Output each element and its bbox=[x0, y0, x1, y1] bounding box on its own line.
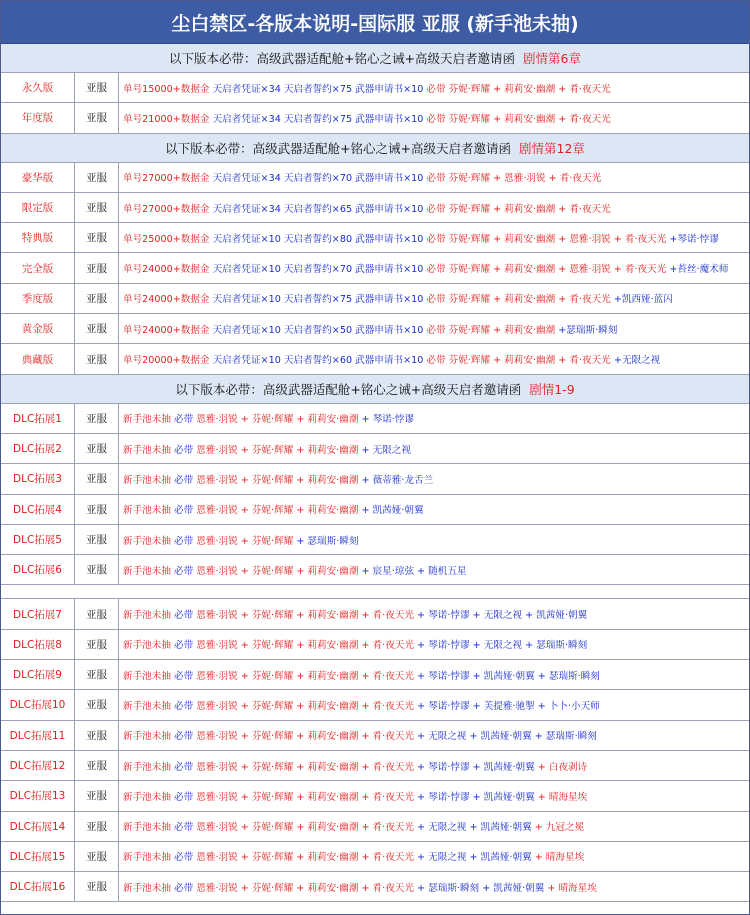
server-region: 亚服 bbox=[75, 842, 119, 871]
version-name: DLC拓展10 bbox=[1, 690, 75, 719]
server-region: 亚服 bbox=[75, 721, 119, 750]
version-name: DLC拓展3 bbox=[1, 464, 75, 493]
version-name: DLC拓展4 bbox=[1, 495, 75, 524]
table-row bbox=[1, 660, 749, 690]
server-region: 亚服 bbox=[75, 872, 119, 901]
contents-segment: 必带 芬妮·辉耀 + 莉莉安·幽潮 + 肴·夜天光 bbox=[426, 294, 614, 306]
contents-segment: 天启者凭证×10 天启者誓约×50 武器申请书×10 bbox=[212, 324, 427, 336]
version-contents bbox=[119, 842, 749, 871]
contents-segment: + 琴诺·悖谬 + 芙提雅·驰掣 + 卜卜·小天师 bbox=[417, 700, 600, 712]
version-contents bbox=[119, 751, 749, 780]
contents-segment: 恩雅·羽锐 + 芬妮·辉耀 + 莉莉安·幽潮 + 肴·夜天光 bbox=[196, 670, 418, 682]
section-header bbox=[1, 134, 749, 163]
table-row bbox=[1, 721, 749, 751]
contents-segment: 单号25000+数据金 bbox=[123, 233, 213, 245]
contents-segment: 恩雅·羽锐 + 芬妮·辉耀 + 莉莉安·幽潮 + 肴·夜天光 bbox=[196, 882, 418, 894]
contents-segment: 新手池未抽 bbox=[123, 882, 175, 894]
server-region: 亚服 bbox=[75, 103, 119, 132]
server-region: 亚服 bbox=[75, 812, 119, 841]
contents-segment: 新手池未抽 bbox=[123, 444, 175, 456]
server-region: 亚服 bbox=[75, 434, 119, 463]
version-name: 限定版 bbox=[1, 193, 75, 222]
contents-segment: + 薇蒂雅·龙舌兰 bbox=[361, 474, 434, 486]
contents-segment: 必带 bbox=[174, 444, 197, 456]
contents-segment: 必带 芬妮·辉耀 + 莉莉安·幽潮 + 恩雅·羽锐 + 肴·夜天光 bbox=[426, 233, 670, 245]
contents-segment: 必带 bbox=[174, 640, 197, 652]
version-name: DLC拓展14 bbox=[1, 812, 75, 841]
section-spacer bbox=[1, 585, 749, 599]
contents-segment: + 琴诺·悖谬 bbox=[361, 414, 414, 426]
server-region: 亚服 bbox=[75, 555, 119, 584]
contents-segment: 新手池未抽 bbox=[123, 474, 175, 486]
contents-segment: + 琴诺·悖谬 + 无限之视 + 瑟瑞斯·瞬刻 bbox=[417, 640, 588, 652]
contents-segment: + 晴海星埃 bbox=[534, 852, 585, 864]
version-name: DLC拓展11 bbox=[1, 721, 75, 750]
server-region: 亚服 bbox=[75, 599, 119, 628]
contents-segment: 必带 芬妮·辉耀 + 莉莉安·幽潮 + 肴·夜天光 bbox=[426, 113, 611, 125]
server-region: 亚服 bbox=[75, 781, 119, 810]
contents-segment: + 琴诺·悖谬 + 凯茜娅·朝翼 + 瑟瑞斯·瞬刻 bbox=[417, 670, 600, 682]
contents-segment: 必带 bbox=[174, 731, 197, 743]
version-name: DLC拓展1 bbox=[1, 404, 75, 433]
table-row bbox=[1, 495, 749, 525]
version-contents bbox=[119, 103, 749, 132]
contents-segment: 必带 芬妮·辉耀 + 莉莉安·幽潮 + 肴·夜天光 bbox=[426, 203, 611, 215]
contents-segment: 必带 芬妮·辉耀 + 莉莉安·幽潮 + 肴·夜天光 bbox=[426, 355, 614, 367]
contents-segment: + 九冠之冕 bbox=[534, 822, 585, 834]
contents-segment: 必带 芬妮·辉耀 + 莉莉安·幽潮 + 恩雅·羽锐 + 肴·夜天光 bbox=[426, 264, 670, 276]
table-row bbox=[1, 464, 749, 494]
contents-segment: + 晴海星埃 bbox=[547, 882, 597, 894]
section-header bbox=[1, 375, 749, 404]
server-region: 亚服 bbox=[75, 193, 119, 222]
server-region: 亚服 bbox=[75, 660, 119, 689]
server-region: 亚服 bbox=[75, 314, 119, 343]
contents-segment: 天启者凭证×10 天启者誓约×75 武器申请书×10 bbox=[212, 294, 427, 306]
contents-segment: 新手池未抽 bbox=[123, 640, 175, 652]
contents-segment: + 无限之视 + 凯茜娅·朝翼 + 瑟瑞斯·瞬刻 bbox=[417, 731, 597, 743]
contents-segment: 恩雅·羽锐 + 芬妮·辉耀 bbox=[196, 535, 297, 547]
contents-segment: 新手池未抽 bbox=[123, 761, 175, 773]
server-region: 亚服 bbox=[75, 253, 119, 282]
contents-segment: 单号15000+数据金 bbox=[123, 83, 213, 95]
contents-segment: 必带 bbox=[174, 700, 197, 712]
contents-segment: 单号24000+数据金 bbox=[123, 264, 213, 276]
version-contents bbox=[119, 223, 749, 252]
version-name: 特典版 bbox=[1, 223, 75, 252]
version-name: DLC拓展8 bbox=[1, 630, 75, 659]
table-row bbox=[1, 73, 749, 103]
server-region: 亚服 bbox=[75, 404, 119, 433]
contents-segment: 必带 芬妮·辉耀 + 恩雅·羽锐 + 肴·夜天光 bbox=[426, 173, 602, 185]
contents-segment: 天启者凭证×10 天启者誓约×60 武器申请书×10 bbox=[212, 355, 427, 367]
table-row bbox=[1, 163, 749, 193]
version-contents bbox=[119, 781, 749, 810]
table-row bbox=[1, 525, 749, 555]
contents-segment: 必带 芬妮·辉耀 + 莉莉安·幽潮 bbox=[426, 324, 559, 336]
section-requirement-text: 以下版本必带：高级武器适配舱+铭心之诫+高级天启者邀请函 bbox=[169, 51, 515, 66]
server-region: 亚服 bbox=[75, 284, 119, 313]
version-table bbox=[1, 44, 749, 902]
table-row bbox=[1, 103, 749, 133]
table-row bbox=[1, 404, 749, 434]
contents-segment: 必带 bbox=[174, 610, 197, 622]
version-name: 季度版 bbox=[1, 284, 75, 313]
contents-segment: 必带 bbox=[174, 535, 197, 547]
table-row bbox=[1, 812, 749, 842]
version-name: 完全版 bbox=[1, 253, 75, 282]
contents-segment: 恩雅·羽锐 + 芬妮·辉耀 + 莉莉安·幽潮 bbox=[196, 444, 362, 456]
contents-segment: 必带 bbox=[174, 414, 197, 426]
contents-segment: 新手池未抽 bbox=[123, 731, 175, 743]
contents-segment: 单号20000+数据金 bbox=[123, 355, 213, 367]
contents-segment: + 瑟瑞斯·瞬刻 bbox=[296, 535, 359, 547]
server-region: 亚服 bbox=[75, 344, 119, 373]
section-chapter: 剧情第12章 bbox=[519, 140, 585, 156]
server-region: 亚服 bbox=[75, 751, 119, 780]
contents-segment: 新手池未抽 bbox=[123, 791, 175, 803]
table-row bbox=[1, 344, 749, 374]
contents-segment: +苔丝·魔术师 bbox=[669, 264, 729, 276]
version-contents bbox=[119, 690, 749, 719]
contents-segment: 新手池未抽 bbox=[123, 822, 175, 834]
contents-segment: 新手池未抽 bbox=[123, 700, 175, 712]
version-contents bbox=[119, 434, 749, 463]
server-region: 亚服 bbox=[75, 495, 119, 524]
table-row bbox=[1, 223, 749, 253]
contents-segment: 恩雅·羽锐 + 芬妮·辉耀 + 莉莉安·幽潮 + 肴·夜天光 bbox=[196, 610, 418, 622]
table-row bbox=[1, 630, 749, 660]
table-row bbox=[1, 555, 749, 585]
version-contents bbox=[119, 163, 749, 192]
contents-segment: 必带 bbox=[174, 670, 197, 682]
section-header bbox=[1, 44, 749, 73]
section-chapter: 剧情第6章 bbox=[523, 51, 581, 66]
table-row bbox=[1, 434, 749, 464]
version-contents bbox=[119, 721, 749, 750]
contents-segment: 新手池未抽 bbox=[123, 535, 175, 547]
table-row bbox=[1, 253, 749, 283]
contents-segment: 天启者凭证×34 天启者誓约×65 武器申请书×10 bbox=[212, 203, 427, 215]
section-requirement-text: 以下版本必带：高级武器适配舱+铭心之诫+高级天启者邀请函 bbox=[175, 381, 522, 397]
server-region: 亚服 bbox=[75, 464, 119, 493]
version-name: DLC拓展13 bbox=[1, 781, 75, 810]
table-row bbox=[1, 599, 749, 629]
contents-segment: + 无限之视 bbox=[361, 444, 411, 456]
page-title: 尘白禁区-各版本说明-国际服 亚服 (新手池未抽) bbox=[1, 1, 749, 44]
contents-segment: 恩雅·羽锐 + 芬妮·辉耀 + 莉莉安·幽潮 + 肴·夜天光 bbox=[196, 640, 418, 652]
contents-segment: 单号24000+数据金 bbox=[123, 324, 213, 336]
contents-segment: +琴诺·悖谬 bbox=[669, 233, 719, 245]
contents-segment: + 无限之视 + 凯茜娅·朝翼 bbox=[417, 852, 535, 864]
table-row bbox=[1, 751, 749, 781]
contents-segment: 单号27000+数据金 bbox=[123, 203, 213, 215]
contents-segment: 恩雅·羽锐 + 芬妮·辉耀 + 莉莉安·幽潮 + 肴·夜天光 bbox=[196, 822, 418, 834]
version-contents bbox=[119, 525, 749, 554]
contents-segment: 必带 bbox=[174, 761, 197, 773]
contents-segment: 恩雅·羽锐 + 芬妮·辉耀 + 莉莉安·幽潮 bbox=[196, 505, 362, 517]
version-contents bbox=[119, 344, 749, 373]
version-name: DLC拓展16 bbox=[1, 872, 75, 901]
section-chapter: 剧情1-9 bbox=[529, 381, 575, 397]
contents-segment: 必带 bbox=[174, 565, 197, 577]
contents-segment: + 宸星·琼弦 + 随机五星 bbox=[361, 565, 467, 577]
version-name: 黄金版 bbox=[1, 314, 75, 343]
contents-segment: 新手池未抽 bbox=[123, 505, 175, 517]
server-region: 亚服 bbox=[75, 73, 119, 102]
contents-segment: 恩雅·羽锐 + 芬妮·辉耀 + 莉莉安·幽潮 + 肴·夜天光 bbox=[196, 700, 418, 712]
contents-segment: 单号27000+数据金 bbox=[123, 173, 213, 185]
contents-segment: 必带 芬妮·辉耀 + 莉莉安·幽潮 + 肴·夜天光 bbox=[426, 83, 611, 95]
contents-segment: 必带 bbox=[174, 474, 197, 486]
contents-segment: 恩雅·羽锐 + 芬妮·辉耀 + 莉莉安·幽潮 + 肴·夜天光 bbox=[196, 791, 418, 803]
server-region: 亚服 bbox=[75, 690, 119, 719]
contents-segment: 天启者凭证×34 天启者誓约×70 武器申请书×10 bbox=[212, 173, 427, 185]
table-row bbox=[1, 314, 749, 344]
version-name: DLC拓展5 bbox=[1, 525, 75, 554]
version-contents bbox=[119, 630, 749, 659]
contents-segment: 新手池未抽 bbox=[123, 670, 175, 682]
contents-segment: +无限之视 bbox=[613, 355, 661, 367]
version-contents bbox=[119, 404, 749, 433]
contents-segment: + 琴诺·悖谬 + 无限之视 + 凯茜娅·朝翼 bbox=[417, 610, 588, 622]
contents-segment: 天启者凭证×10 天启者誓约×70 武器申请书×10 bbox=[212, 264, 427, 276]
contents-segment: + 凯茜娅·朝翼 bbox=[361, 505, 424, 517]
section-requirement-text: 以下版本必带：高级武器适配舱+铭心之诫+高级天启者邀请函 bbox=[165, 140, 512, 156]
server-region: 亚服 bbox=[75, 223, 119, 252]
contents-segment: 恩雅·羽锐 + 芬妮·辉耀 + 莉莉安·幽潮 bbox=[196, 474, 362, 486]
version-name: DLC拓展6 bbox=[1, 555, 75, 584]
table-row bbox=[1, 284, 749, 314]
table-row bbox=[1, 842, 749, 872]
table-row bbox=[1, 872, 749, 902]
contents-segment: 天启者凭证×34 天启者誓约×75 武器申请书×10 bbox=[212, 113, 427, 125]
version-name: 典藏版 bbox=[1, 344, 75, 373]
version-contents bbox=[119, 193, 749, 222]
contents-segment: + 琴诺·悖谬 + 凯茜娅·朝翼 bbox=[417, 791, 538, 803]
version-name: 年度版 bbox=[1, 103, 75, 132]
contents-segment: 新手池未抽 bbox=[123, 610, 175, 622]
contents-segment: + 晴海星埃 bbox=[537, 791, 588, 803]
contents-segment: 必带 bbox=[174, 882, 197, 894]
table-row bbox=[1, 690, 749, 720]
version-contents bbox=[119, 464, 749, 493]
version-name: 永久版 bbox=[1, 73, 75, 102]
contents-segment: + 琴诺·悖谬 + 凯茜娅·朝翼 bbox=[417, 761, 538, 773]
contents-segment: 天启者凭证×34 天启者誓约×75 武器申请书×10 bbox=[212, 83, 427, 95]
contents-segment: 新手池未抽 bbox=[123, 565, 175, 577]
contents-segment: 必带 bbox=[174, 505, 197, 517]
version-contents bbox=[119, 555, 749, 584]
server-region: 亚服 bbox=[75, 630, 119, 659]
contents-segment: 必带 bbox=[174, 852, 197, 864]
version-contents bbox=[119, 872, 749, 901]
contents-segment: 恩雅·羽锐 + 芬妮·辉耀 + 莉莉安·幽潮 + 肴·夜天光 bbox=[196, 852, 418, 864]
contents-segment: 恩雅·羽锐 + 芬妮·辉耀 + 莉莉安·幽潮 bbox=[196, 565, 362, 577]
contents-segment: 单号24000+数据金 bbox=[123, 294, 213, 306]
contents-segment: 单号21000+数据金 bbox=[123, 113, 213, 125]
contents-segment: + 瑟瑞斯·瞬刻 + 凯茜娅·朝翼 bbox=[417, 882, 548, 894]
version-contents bbox=[119, 253, 749, 282]
contents-segment: +凯西娅·蓝闪 bbox=[613, 294, 673, 306]
version-name: DLC拓展7 bbox=[1, 599, 75, 628]
version-contents bbox=[119, 314, 749, 343]
version-name: DLC拓展9 bbox=[1, 660, 75, 689]
contents-segment: 天启者凭证×10 天启者誓约×80 武器申请书×10 bbox=[212, 233, 427, 245]
contents-segment: 必带 bbox=[174, 791, 197, 803]
contents-segment: 必带 bbox=[174, 822, 197, 834]
version-contents bbox=[119, 812, 749, 841]
contents-segment: 恩雅·羽锐 + 芬妮·辉耀 + 莉莉安·幽潮 + 肴·夜天光 bbox=[196, 731, 418, 743]
contents-segment: +瑟瑞斯·瞬刻 bbox=[558, 324, 618, 336]
table-row bbox=[1, 193, 749, 223]
contents-segment: + 白夜剥诗 bbox=[537, 761, 588, 773]
table-row bbox=[1, 781, 749, 811]
contents-segment: 恩雅·羽锐 + 芬妮·辉耀 + 莉莉安·幽潮 + 肴·夜天光 bbox=[196, 761, 418, 773]
version-contents bbox=[119, 73, 749, 102]
version-contents bbox=[119, 660, 749, 689]
contents-segment: 恩雅·羽锐 + 芬妮·辉耀 + 莉莉安·幽潮 bbox=[196, 414, 362, 426]
version-name: DLC拓展2 bbox=[1, 434, 75, 463]
contents-segment: 新手池未抽 bbox=[123, 852, 175, 864]
server-region: 亚服 bbox=[75, 525, 119, 554]
version-name: 豪华版 bbox=[1, 163, 75, 192]
server-region: 亚服 bbox=[75, 163, 119, 192]
version-contents bbox=[119, 284, 749, 313]
version-contents bbox=[119, 495, 749, 524]
contents-segment: 新手池未抽 bbox=[123, 414, 175, 426]
version-name: DLC拓展15 bbox=[1, 842, 75, 871]
contents-segment: + 无限之视 + 凯茜娅·朝翼 bbox=[417, 822, 535, 834]
version-contents bbox=[119, 599, 749, 628]
version-name: DLC拓展12 bbox=[1, 751, 75, 780]
